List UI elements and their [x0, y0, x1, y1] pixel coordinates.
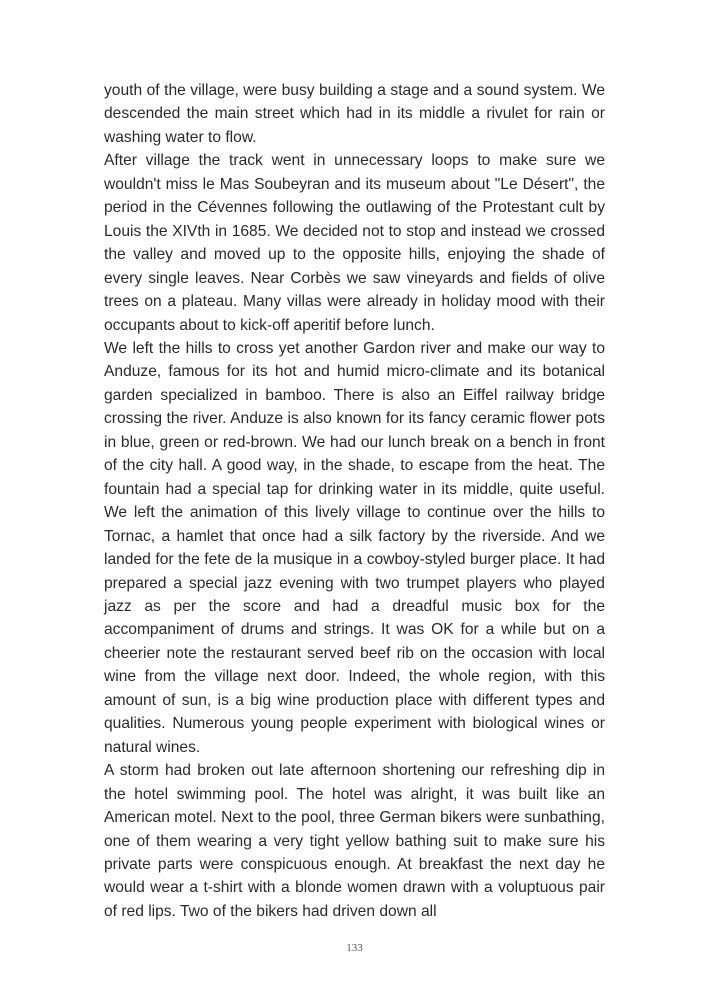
page-number: 133	[346, 942, 363, 954]
paragraph-3: We left the hills to cross yet another Gardon river and make our way to Anduze, famous for its hot and humid micro-climate and its botanical garden specialized in bamboo. There is also an Eiffel railway bridge crossing the river. Anduze is also known for its fancy ceramic flower pots in blue, green or red-brown. We had our lunch break on a bench in front of the city hall. A good way, in the shade, to escape from the heat. The fountain had a special tap for drinking water in its middle, quite useful. We left the animation of this lively village to continue over the hills to Tornac, a hamlet that once had a silk factory by the riverside. And we landed for the fete de la musique in a cowboy-styled burger place. It had prepared a special jazz evening with two trumpet players who played jazz as per the score and had a dreadful music box for the accompaniment of drums and strings. It was OK for a while but on a cheerier note the restaurant served beef rib on the occasion with local wine from the village next door. Indeed, the whole region, with this amount of sun, is a big wine production place with different types and qualities. Numerous young people experiment with biological wines or natural wines.	[104, 339, 605, 756]
paragraph-2: After village the track went in unnecessary loops to make sure we wouldn't miss le Mas Soubeyran and its museum about "Le Désert", the period in the Cévennes following the outlawing of the Protestant cult by Louis the XIVth in 1685. We decided not to stop and instead we crossed the valley and moved up to the opposite hills, enjoying the shade of every single leaves. Near Corbès we saw vineyards and fields of olive trees on a plateau. Many villas were already in holiday mood with their occupants about to kick-off aperitif before lunch.	[104, 152, 605, 334]
body-text	[104, 79, 605, 923]
paragraph-4: A storm had broken out late afternoon shortening our refreshing dip in the hotel swimming pool. The hotel was alright, it was built like an American motel. Next to the pool, three German bikers were sunbathing, one of them wearing a very tight yellow bathing suit to make sure his private parts were conspicuous enough. At breakfast the next day he would wear a t-shirt with a blonde women drawn with a voluptuous pair of red lips. Two of the bikers had driven down all	[104, 762, 605, 920]
paragraph-1: youth of the village, were busy building a stage and a sound system. We descended the main street which had in its middle a rivulet for rain or washing water to flow.	[104, 82, 605, 146]
